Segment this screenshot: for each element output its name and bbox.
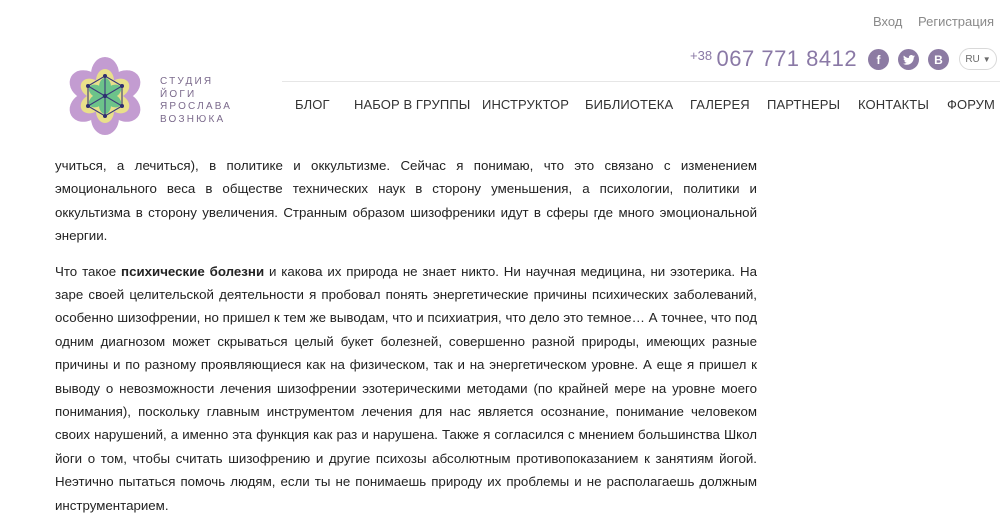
- twitter-bird-icon: [903, 55, 915, 65]
- register-link[interactable]: Регистрация: [918, 14, 994, 29]
- login-link[interactable]: Вход: [872, 14, 903, 29]
- studio-name-line: ВОЗНЮКА: [160, 113, 226, 125]
- studio-name-line: ЙОГИ: [160, 88, 197, 100]
- studio-logo[interactable]: [55, 55, 155, 137]
- facebook-icon[interactable]: f: [868, 49, 889, 70]
- phone-code: +38: [690, 48, 713, 63]
- bold-term: психические болезни: [121, 263, 265, 279]
- vk-icon[interactable]: В: [928, 49, 949, 70]
- nav-item-blog[interactable]: БЛОГ: [295, 97, 330, 112]
- phone-digits: 067 771 8412: [716, 46, 858, 71]
- chevron-down-icon: ▼: [982, 54, 991, 64]
- phone-number[interactable]: [690, 46, 857, 72]
- article-body: [55, 154, 757, 522]
- nav-item-groups[interactable]: НАБОР В ГРУППЫ: [354, 97, 471, 112]
- article-paragraph: [55, 260, 757, 517]
- nav-item-gallery[interactable]: ГАЛЕРЕЯ: [690, 97, 750, 112]
- header-divider: [282, 81, 1000, 82]
- language-selector[interactable]: [959, 48, 997, 70]
- nav-item-forum[interactable]: ФОРУМ: [947, 97, 995, 112]
- language-value: RU: [965, 53, 980, 65]
- paragraph-text: Что такое: [55, 263, 122, 279]
- studio-name[interactable]: [160, 76, 232, 126]
- article-paragraph: учиться, а лечиться), в политике и оккультизме. Сейчас я понимаю, что это связано с изменением эмоционального веса в обществе технических наук в сторону уменьшения, а психологии, политики и оккультизма в сторону увеличения. Странным образом шизофреники идут в сферы где много эмоциональной энергии.: [55, 158, 757, 244]
- nav-item-instructor[interactable]: ИНСТРУКТОР: [482, 97, 569, 112]
- auth-links: [861, 14, 994, 29]
- paragraph-text: и какова их природа не знает никто. Ни научная медицина, ни эзотерика. На заре своей целительской деятельности я пробовал понять энергетические причины психических заболеваний, особенно шизофрении, но пришел к тем же выводам, что и психиатрия, что дело это темное… А точнее, что под одним диагнозом может скрываться целый букет болезней, совершенно разной природы, имеющих разные причины и по разному проявляющиеся как на физическом, так и на энергетическом уровне. А еще я пришел к выводу о невозможности лечения шизофрении эзотерическими методами (по крайней мере на уровне моего понимания), поскольку главным инструментом лечения для нас является осознание, понимание человеком своих нарушений, а именно эта функция как раз и нарушена. Также я согласился с мнением большинства Школ йоги о том, чтобы считать шизофрению и другие психозы абсолютным противопоказанием к занятиям йогой. Неэтично пытаться помочь людям, если ты не понимаешь природу их проблемы и не располагаешь должным инструментарием.: [55, 263, 757, 513]
- nav-item-contacts[interactable]: КОНТАКТЫ: [858, 97, 929, 112]
- studio-name-line: СТУДИЯ: [160, 76, 214, 87]
- twitter-icon[interactable]: [898, 49, 919, 70]
- nav-item-library[interactable]: БИБЛИОТЕКА: [585, 97, 674, 112]
- nav-item-partners[interactable]: ПАРТНЕРЫ: [767, 97, 841, 112]
- studio-name-line: ЯРОСЛАВА: [160, 101, 233, 112]
